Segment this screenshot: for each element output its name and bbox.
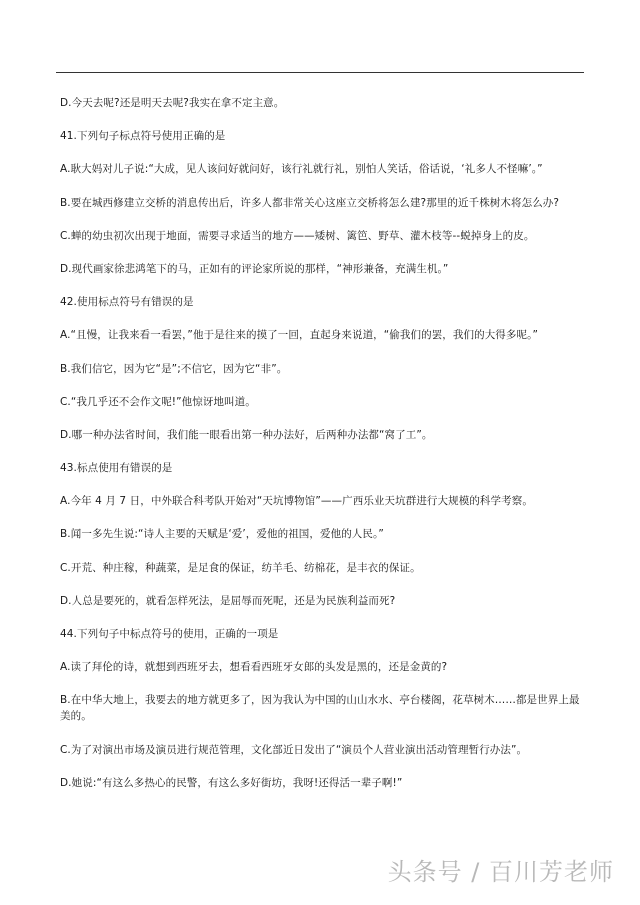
option-line: A.“且慢，让我来看一看罢，”他于是往来的摸了一回，直起身来说道，“偷我们的罢，我们的大得多呢。” [60,329,538,342]
option-line: B.要在城西修建立交桥的消息传出后，许多人都非常关心这座立交桥将怎么建?那里的近千株树木将怎么办? [60,196,560,209]
option-line: B.在中华大地上，我要去的地方就更多了，因为我认为中国的山山水水、亭台楼阁，花草树木……都是世界上最美的。 [60,694,580,723]
option-line: B.我们信它，因为它“是”;不信它，因为它“非”。 [60,362,288,375]
option-line: C.为了对演出市场及演员进行规范管理，文化部近日发出了“演员个人营业演出活动管理暂行办法”。 [60,743,528,756]
option-line: C.蝉的幼虫初次出现于地面，需要寻求适当的地方——矮树、篱笆、野草、灌木枝等--蜕掉身上的皮。 [60,229,535,242]
question-41: 41.下列句子标点符号使用正确的是 [60,130,226,143]
option-line: B.闻一多先生说:“诗人主要的天赋是‘爱’，爱他的祖国，爱他的人民。” [60,528,384,541]
question-43: 43.标点使用有错误的是 [60,462,173,475]
option-line: C.“我几乎还不会作文呢!”他惊讶地叫道。 [60,395,256,408]
document-body [60,95,590,808]
option-line: A.今年 4 月 7 日，中外联合科考队开始对“天坑博物馆”——广西乐业天坑群进行大规模的科学考察。 [60,495,533,508]
option-line: A.耿大妈对儿子说:“大成，见人该问好就问好，该行礼就行礼，别怕人笑话，俗话说，‘礼多人不怪嘛’。” [60,163,543,176]
option-line: D.哪一种办法省时间，我们能一眼看出第一种办法好，后两种办法都“窝了工”。 [60,428,433,441]
watermark: 头条号 / 百川芳老师 [387,858,614,886]
option-line: D.现代画家徐悲鸿笔下的马，正如有的评论家所说的那样，“神形兼备，充满生机。” [60,262,449,275]
question-42: 42.使用标点符号有错误的是 [60,296,194,309]
top-rule [56,72,584,73]
option-line: C.开荒、种庄稼，种蔬菜，是足食的保证，纺羊毛、纺棉花，是丰衣的保证。 [60,561,421,574]
question-44: 44.下列句子中标点符号的使用，正确的一项是 [60,628,279,640]
option-line: D.今天去呢?还是明天去呢?我实在拿不定主意。 [60,97,285,109]
option-line: D.人总是要死的，就看怎样死法，是屈辱而死呢，还是为民族利益而死? [60,594,396,607]
option-line: D.她说:“有这么多热心的民警，有这么多好街坊，我呀!还得活一辈子啊!” [60,776,403,789]
option-line: A.读了拜伦的诗，就想到西班牙去，想看看西班牙女郎的头发是黑的，还是金黄的? [60,661,448,674]
